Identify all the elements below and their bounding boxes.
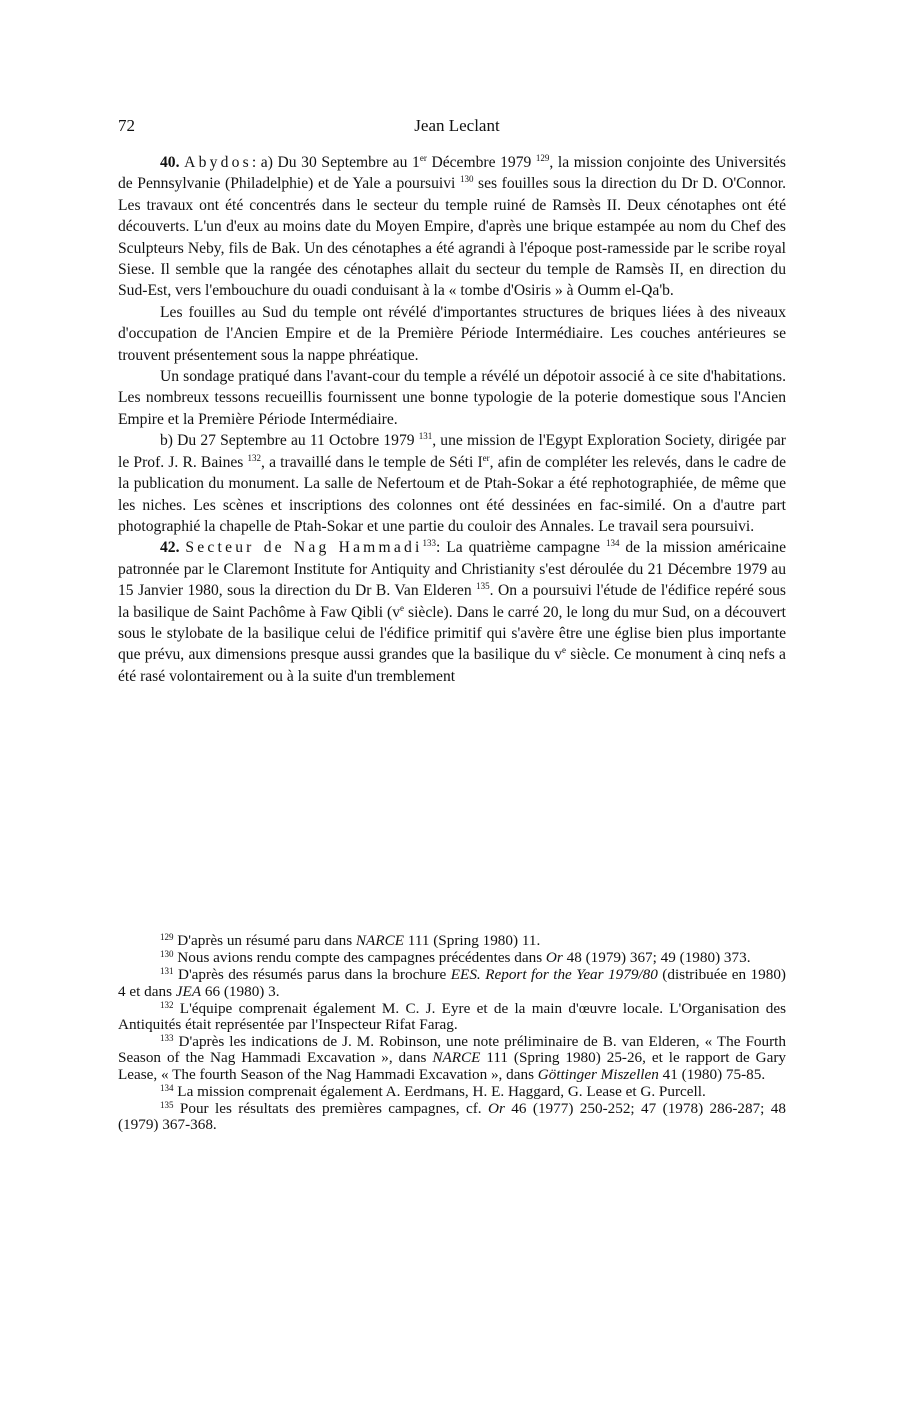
text-span: Nous avions rendu compte des campagnes précédentes dans [173,949,546,967]
footnote-number: 133 [160,1033,174,1044]
paragraph-sondage: Un sondage pratiqué dans l'avant-cour du temple a révélé un dépotoir associé à ce site d'habitations. Les nombreux tessons recueillis fournissent une bonne typologie de la poterie domestique sous l'Ancien Empire et la Première Période Intermédiaire. [118,368,786,428]
footnote-134 [118,1084,786,1100]
text-span: : a) Du 30 Septembre au 1 [251,154,420,171]
text-span: siècle. Ce monument à cinq nefs a été rasé volontairement ou à la suite d'un tremblement [118,646,786,685]
superscript: er [419,153,427,163]
paragraph-ees [118,430,786,537]
footnote-130 [118,950,786,966]
text-span: b) Du 27 Septembre au 11 Octobre 1979 [160,432,419,450]
text-span: siècle). Dans le carré 20, le long du mur Sud, on a découvert sous le stylobate de la basilique celui de l'édifice primitif qui s'avère être une église bien plus importante que prévu, aux dimensions presque aussi grandes que la basilique du v [118,603,786,664]
text-span: de la mission américaine patronnée par le Claremont Institute for Antiquity and Christianity s'est déroulée du 21 Décembre 1979 au 15 Janvier 1980, sous la direction du Dr B. Van Elderen [118,539,786,600]
text-span: ses fouilles sous la direction du Dr D. O'Connor. Les travaux ont été concentrés dans le secteur du temple ruiné de Ramsès II. Deux cénotaphes ont été découverts. L'un d'eux au moins date du Moyen Empire, d'après une brique estampée au nom du Chef des Sculpteurs Neby, fils de Bak. Un des cénotaphes a été agrandi à l'époque post-ramesside par le scribe royal Siese. Il semble que la rangée des cénotaphes allait du secteur du temple de Ramsès II, en direction du Sud-Est, vers l'embouchure du ouadi conduisant à la « tombe d'Osiris » à Oumm el-Qa'b. [118,175,786,300]
paragraph-nag-hammadi [118,537,786,687]
footnote-number: 134 [160,1082,174,1093]
footnote-number: 131 [160,966,174,977]
section-place: Secteur de Nag Hammadi [185,539,423,557]
footnote-ref: 134 [605,538,620,549]
text-span: 46 (1977) 250-252; 47 (1978) 286-287; 48 (1979) 367-368. [118,1100,786,1134]
italic-title: Göttinger Miszellen [537,1065,659,1083]
superscript: e [400,602,405,613]
text-span: Pour les résultats des premières campagnes, cf. [173,1100,488,1118]
text-span: 111 (Spring 1980) 11. [404,932,541,949]
footnotes [118,933,786,1134]
text-span: , une mission de l'Egypt Exploration Society, dirigée par le Prof. J. R. Baines [118,432,786,471]
footnote-ref: 135 [476,581,490,592]
text-span: . On a poursuivi l'étude de l'édifice repéré sous la basilique de Saint Pachôme à Faw Qibli (v [118,582,787,621]
text-span: D'après un résumé paru dans [173,932,356,949]
italic-title: NARCE [355,932,404,949]
footnote-132 [118,1001,786,1033]
text-span: 111 (Spring 1980) 25-26, et le rapport de Gary Lease, « The fourth Season of the Nag Hammadi Excavation », dans [118,1049,787,1083]
running-head: Jean Leclant [414,116,500,135]
italic-title: NARCE [432,1049,481,1067]
footnote-ref: 132 [247,452,262,463]
superscript: er [482,452,490,463]
footnote-133 [118,1034,786,1083]
page-number: 72 [118,116,135,135]
text-span: , afin de compléter les relevés, dans le cadre de la publication du monument. La salle de Nefertoum et de Ptah-Sokar a été rephotographiée, de même que les niches. Les scènes et inscriptions des colonnes ont été dessinées en fac-similé. On a d'autre part photographié la chapelle de Ptah-Sokar et une partie du couloir des Annales. Le travail sera poursuivi. [118,453,787,535]
section-place: Abydos [184,154,252,171]
footnote-ref: 130 [459,174,474,185]
footnote-number: 135 [160,1100,174,1111]
footnote-number: 129 [160,932,174,942]
italic-title: Or [545,949,563,967]
superscript: e [562,645,567,656]
footnote-number: 132 [160,999,174,1010]
footnote-ref: 129 [535,153,550,163]
paragraph-fouilles: Les fouilles au Sud du temple ont révélé d'importantes structures de briques liées à des niveaux d'occupation de l'Ancien Empire et de la Première Période Intermédiaire. Les couches antérieures se trouvent présentement sous la nappe phréatique. [118,303,786,364]
footnote-135 [118,1101,786,1133]
main-text [118,152,786,687]
italic-title: EES. Report for the Year 1979/80 [450,966,658,984]
text-span: 66 (1980) 3. [201,982,280,1000]
section-number: 40. [160,154,180,171]
text-span: D'après des résumés parus dans la brochure [173,966,451,984]
section-number: 42. [160,539,180,557]
italic-title: JEA [175,982,202,1000]
text-span: , la mission conjointe des Universités de Pennsylvanie (Philadelphie) et de Yale a poursuivi [118,154,786,193]
footnote-ref: 133 [422,538,436,549]
footnote-number: 130 [160,949,174,960]
text-span: 48 (1979) 367; 49 (1980) 373. [562,949,751,967]
footnote-129 [118,933,786,949]
text-span: La mission comprenait également A. Eerdmans, H. E. Haggard, G. Lease et G. Purcell. [173,1082,706,1100]
text-span: 41 (1980) 75-85. [658,1065,766,1083]
text-span: (distribuée en 1980) 4 et dans [118,966,786,1000]
text-span: D'après les indications de J. M. Robinson, une note préliminaire de B. van Elderen, « The Fourth Season of the Nag Hammadi Excavation », dans [118,1033,786,1067]
paragraph-abydos [118,152,786,302]
text-span: : La quatrième campagne [436,539,606,557]
italic-title: Or [487,1100,505,1118]
footnote-131 [118,967,786,999]
text-span: Décembre 1979 [426,154,536,171]
footnote-ref: 131 [418,431,433,442]
text-span: , a travaillé dans le temple de Séti I [261,453,483,471]
text-span: L'équipe comprenait également M. C. J. Eyre et de la main d'œuvre locale. L'Organisation des Antiquités était représentée par l'Inspecteur Rifat Farag. [118,999,786,1034]
